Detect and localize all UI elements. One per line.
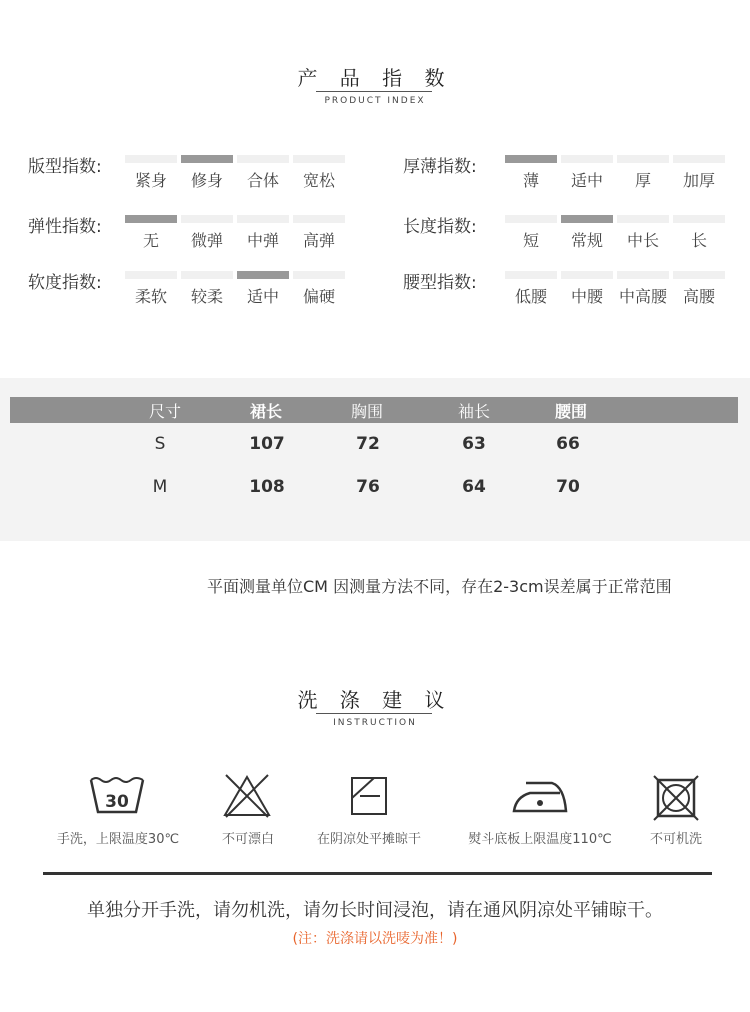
title-underline bbox=[316, 91, 432, 92]
index-option: 修身 bbox=[190, 171, 223, 190]
washing-subtitle: INSTRUCTION bbox=[333, 718, 417, 728]
index-bar bbox=[617, 155, 669, 163]
cell-waist: 66 bbox=[556, 434, 580, 454]
index-option: 较柔 bbox=[190, 287, 223, 306]
index-option: 中腰 bbox=[570, 287, 603, 306]
index-option: 低腰 bbox=[514, 287, 547, 306]
flat-dry-shade-icon bbox=[350, 776, 388, 816]
dry-caption: 在阴凉处平摊晾干 bbox=[316, 832, 421, 847]
index-bar-active bbox=[505, 155, 557, 163]
cell-bust: 72 bbox=[356, 434, 380, 454]
index-bar bbox=[505, 271, 557, 279]
index-option: 适中 bbox=[570, 171, 603, 190]
index-label: 弹性指数: bbox=[28, 217, 102, 237]
index-bar bbox=[181, 271, 233, 279]
machine-wash-caption: 不可机洗 bbox=[649, 832, 702, 847]
index-option: 常规 bbox=[570, 231, 603, 250]
index-bar bbox=[237, 215, 289, 223]
cell-size: S bbox=[154, 434, 166, 454]
hand-wash-30-icon bbox=[88, 776, 146, 816]
header-sleeve: 袖长 bbox=[457, 402, 490, 421]
bleach-caption: 不可漂白 bbox=[221, 832, 274, 847]
wash-temp-label: 30 bbox=[105, 792, 129, 812]
index-bar bbox=[505, 215, 557, 223]
index-option: 短 bbox=[522, 231, 539, 250]
header-size: 尺寸 bbox=[148, 402, 181, 421]
cell-length: 107 bbox=[249, 434, 285, 454]
index-option: 适中 bbox=[246, 287, 279, 306]
index-bar-active bbox=[181, 155, 233, 163]
header-bust: 胸围 bbox=[350, 402, 383, 421]
index-bar bbox=[673, 155, 725, 163]
title-underline bbox=[316, 713, 432, 714]
cell-size: M bbox=[152, 477, 168, 497]
index-bar bbox=[293, 215, 345, 223]
index-bar bbox=[237, 155, 289, 163]
index-option: 微弹 bbox=[190, 231, 223, 250]
cell-length: 108 bbox=[249, 477, 285, 497]
product-index-title: 产 品 指 数 bbox=[297, 66, 453, 90]
iron-low-icon bbox=[512, 779, 568, 815]
index-label: 长度指数: bbox=[403, 217, 477, 237]
index-option: 长 bbox=[690, 231, 707, 250]
washing-title: 洗 涤 建 议 bbox=[297, 688, 453, 712]
index-bar bbox=[181, 215, 233, 223]
index-option: 柔软 bbox=[134, 287, 167, 306]
index-bar bbox=[617, 271, 669, 279]
index-option: 厚 bbox=[634, 171, 651, 190]
wash-caption: 手洗，上限温度30℃ bbox=[56, 832, 180, 847]
index-label: 腰型指数: bbox=[403, 273, 477, 293]
divider bbox=[43, 872, 712, 875]
index-bar-active bbox=[125, 215, 177, 223]
index-label: 软度指数: bbox=[28, 273, 102, 293]
cell-sleeve: 63 bbox=[462, 434, 486, 454]
wash-instruction: 单独分开手洗，请勿机洗，请勿长时间浸泡，请在通风阴凉处平铺晾干。 bbox=[87, 900, 663, 921]
index-option: 紧身 bbox=[134, 171, 167, 190]
index-option: 高腰 bbox=[682, 287, 715, 306]
index-bar bbox=[673, 215, 725, 223]
no-bleach-icon bbox=[222, 773, 272, 819]
index-label: 版型指数: bbox=[28, 157, 102, 177]
cell-bust: 76 bbox=[356, 477, 380, 497]
index-option: 合体 bbox=[246, 171, 279, 190]
index-option: 中高腰 bbox=[618, 287, 667, 306]
measurement-note: 平面测量单位CM 因测量方法不同，存在2-3cm误差属于正常范围 bbox=[207, 577, 672, 596]
index-bar bbox=[293, 271, 345, 279]
index-option: 薄 bbox=[522, 171, 539, 190]
iron-caption: 熨斗底板上限温度110℃ bbox=[468, 832, 612, 847]
index-bar bbox=[617, 215, 669, 223]
index-bar-active bbox=[237, 271, 289, 279]
no-machine-wash-icon bbox=[652, 774, 700, 822]
index-option: 中弹 bbox=[246, 231, 279, 250]
wash-warning: (注：洗涤请以洗唛为准！) bbox=[292, 931, 458, 947]
cell-sleeve: 64 bbox=[462, 477, 486, 497]
index-bar bbox=[125, 271, 177, 279]
index-option: 偏硬 bbox=[302, 287, 335, 306]
index-bar-active bbox=[561, 215, 613, 223]
index-bar bbox=[561, 155, 613, 163]
index-bar bbox=[561, 271, 613, 279]
index-option: 宽松 bbox=[302, 171, 335, 190]
index-option: 加厚 bbox=[682, 171, 715, 190]
index-option: 无 bbox=[142, 231, 159, 250]
index-label: 厚薄指数: bbox=[403, 157, 477, 177]
index-bar bbox=[673, 271, 725, 279]
header-waist: 腰围 bbox=[554, 402, 587, 421]
cell-waist: 70 bbox=[556, 477, 580, 497]
product-index-subtitle: PRODUCT INDEX bbox=[324, 96, 426, 106]
index-option: 中长 bbox=[626, 231, 659, 250]
index-option: 高弹 bbox=[302, 231, 335, 250]
header-length: 裙长 bbox=[249, 402, 282, 421]
index-bar bbox=[125, 155, 177, 163]
index-bar bbox=[293, 155, 345, 163]
